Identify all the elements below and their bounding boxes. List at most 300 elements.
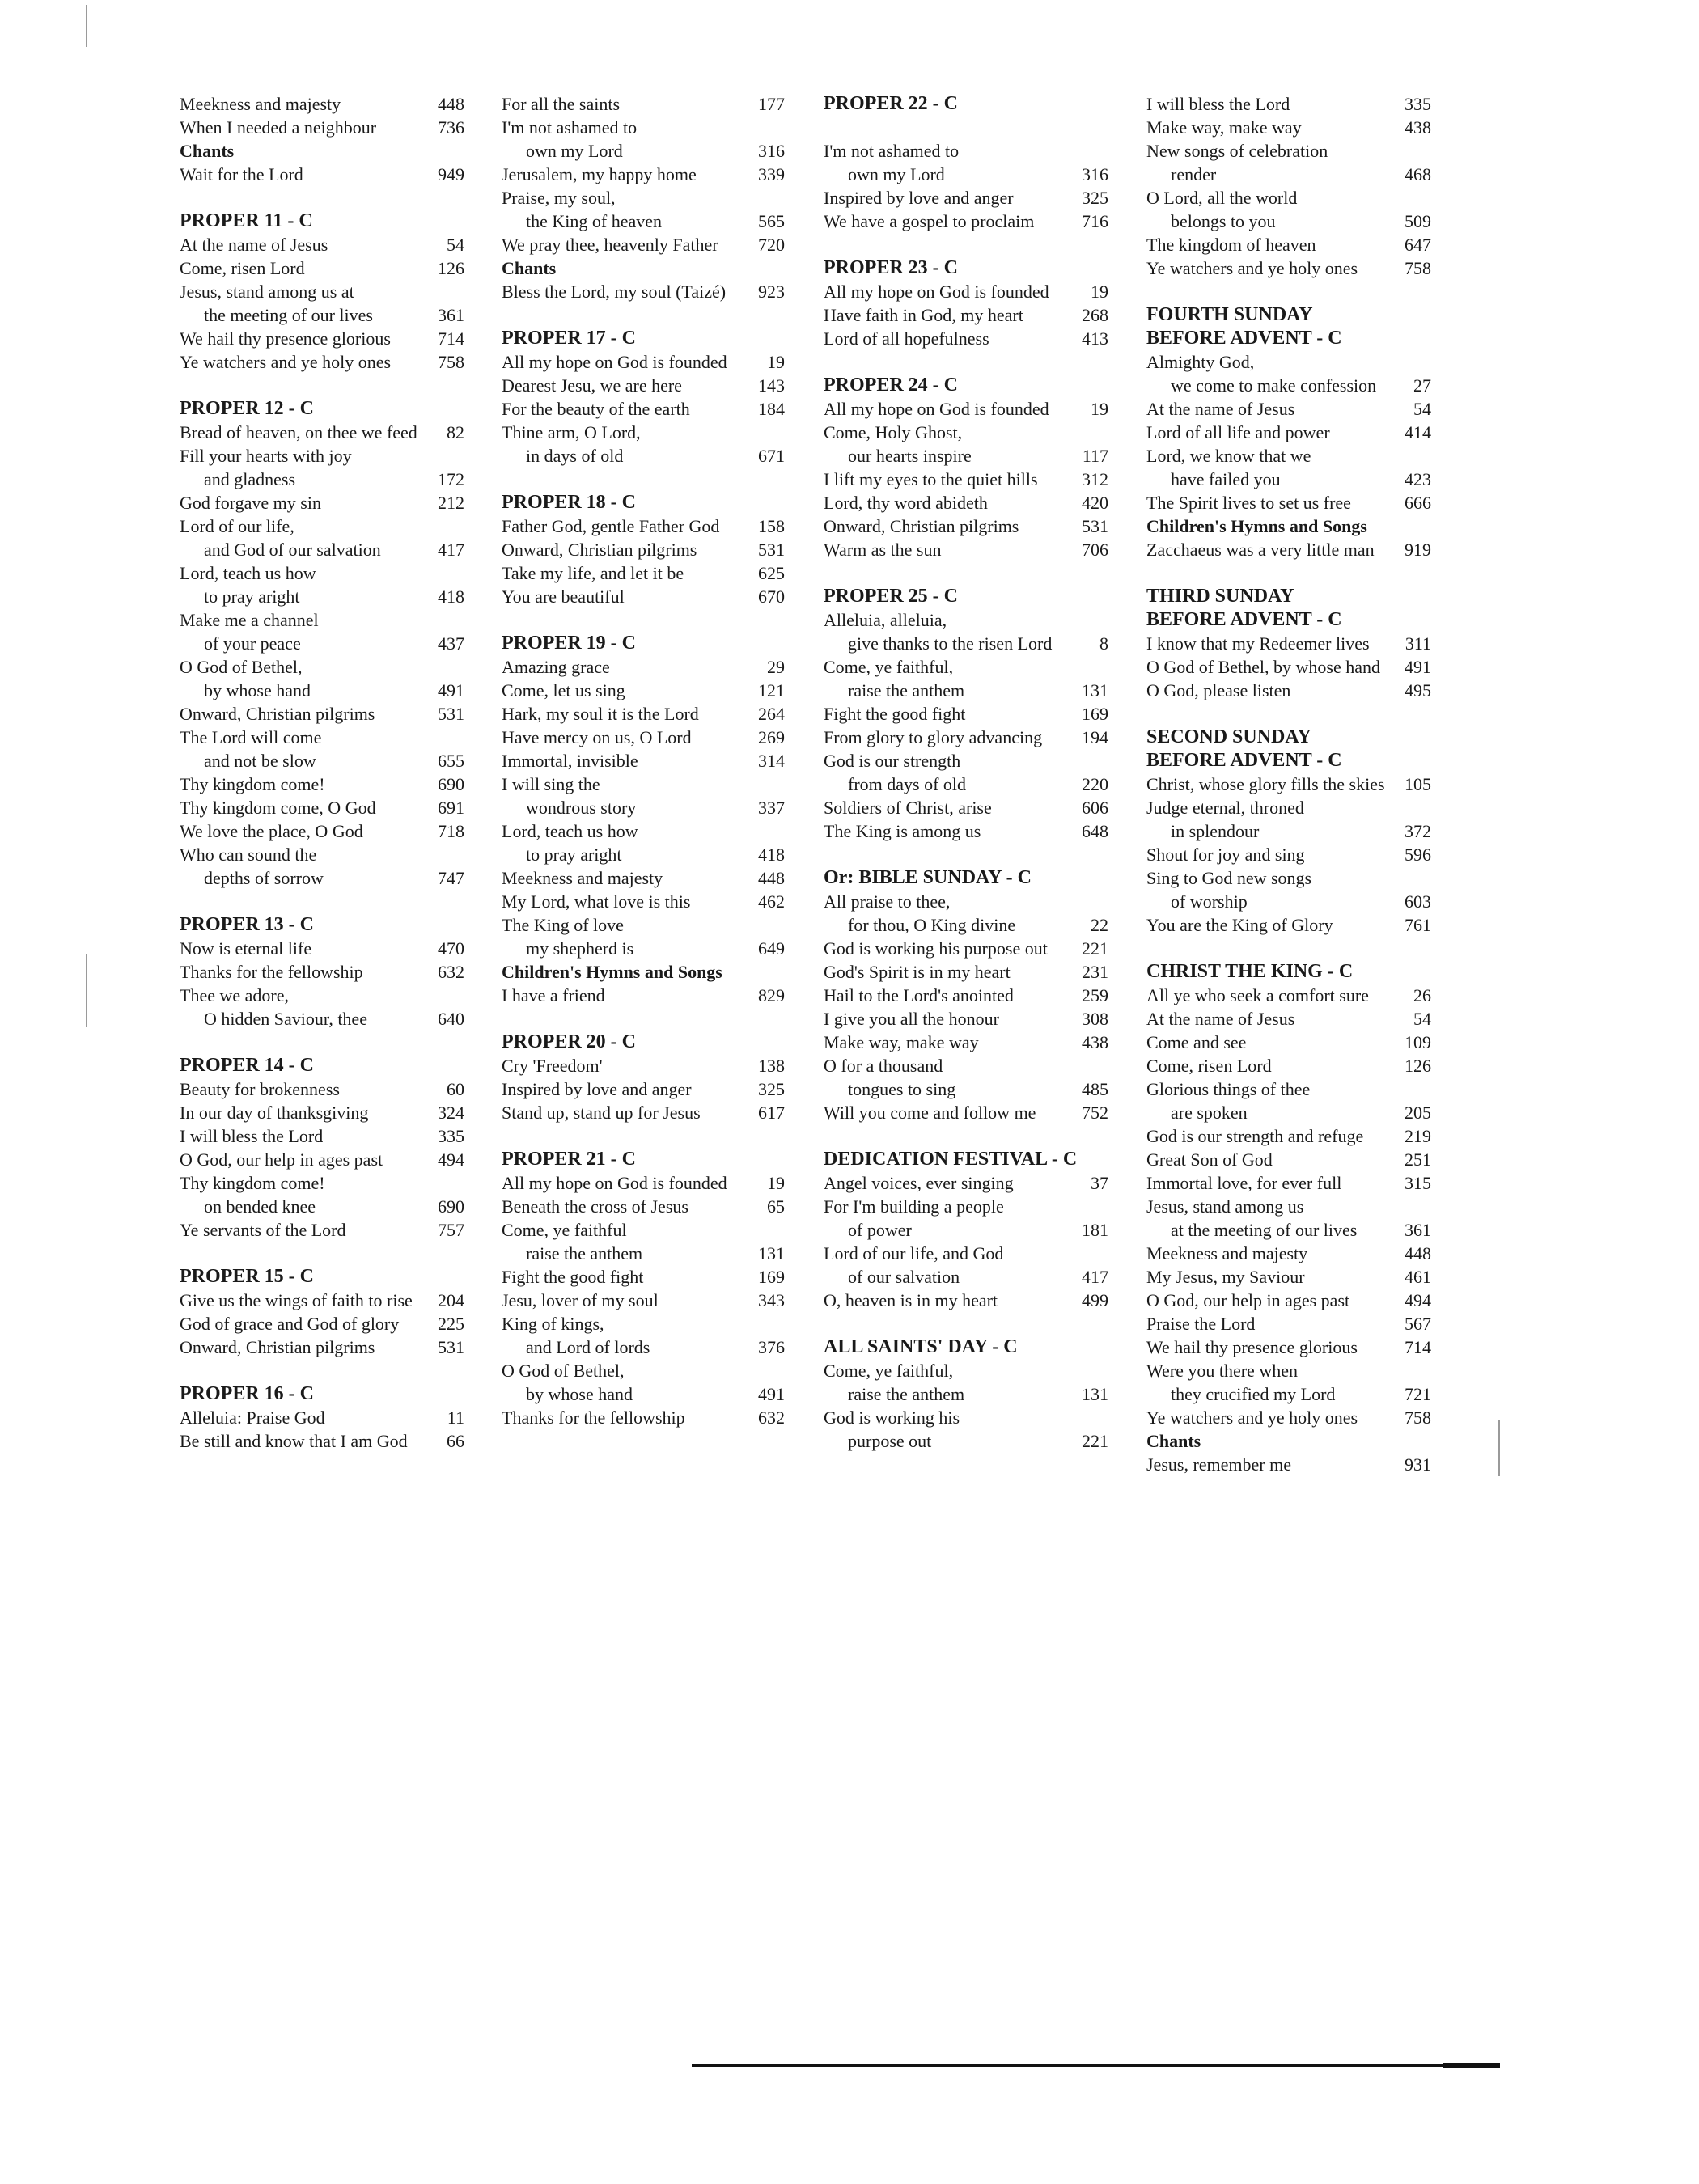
hymn-number: 259 [1082,985,1108,1005]
hymn-number: 361 [1405,1220,1431,1240]
hymn-number: 603 [1405,891,1431,912]
hymn-entry [502,280,785,303]
hymn-entry [1146,139,1431,163]
hymn-number: 919 [1405,540,1431,560]
section-heading [502,468,785,514]
hymn-entry [824,280,1108,303]
hymn-title: I will bless the Lord [1146,94,1290,114]
bottom-rule [692,2064,1497,2067]
hymn-title: render [1171,164,1217,184]
hymn-title: Come and see [1146,1032,1247,1052]
hymn-entry [824,1054,1108,1077]
hymn-number: 632 [438,962,464,982]
hymn-entry [1146,1171,1431,1195]
hymn-title: I know that my Redeemer lives [1146,633,1370,654]
section-heading-text: CHRIST THE KING - C [1146,961,1354,982]
hymn-entry [1146,444,1431,468]
hymn-title: by whose hand [526,1384,633,1404]
hymn-title: O for a thousand [824,1056,943,1076]
hymn-entry [502,1265,785,1289]
hymn-entry [502,163,785,186]
hymn-number: 438 [1082,1032,1108,1052]
section-heading [824,561,1108,608]
hymn-number: 311 [1405,633,1431,654]
hymn-title: Bread of heaven, on thee we feed [180,422,417,442]
hymn-entry [824,210,1108,233]
hymn-entry [502,397,785,421]
hymn-entry [824,1406,1108,1429]
hymn-title: Almighty God, [1146,352,1255,372]
hymn-entry [180,984,464,1007]
hymn-title: Jesu, lover of my soul [502,1290,659,1310]
hymn-title: Take my life, and let it be [502,563,684,583]
hymn-entry [1146,116,1431,139]
hymn-entry [180,514,464,538]
hymn-number: 177 [758,94,785,114]
hymn-title: O hidden Saviour, thee [204,1009,367,1029]
hymn-title: My Lord, what love is this [502,891,691,912]
section-heading-text: SECOND SUNDAY [1146,726,1311,747]
hymn-number: 221 [1082,1431,1108,1451]
hymn-title: Alleluia: Praise God [180,1407,325,1428]
hymn-number: 491 [1405,657,1431,677]
hymn-number: 437 [438,633,464,654]
hymn-entry [180,960,464,984]
hymn-title: Beneath the cross of Jesus [502,1196,688,1217]
section-heading [824,1124,1108,1171]
hymn-title: the meeting of our lives [204,305,373,325]
hymn-number: 423 [1405,469,1431,489]
hymn-title: Praise the Lord [1146,1314,1256,1334]
hymn-entry [1146,210,1431,233]
hymn-entry [1146,163,1431,186]
hymn-entry [502,749,785,772]
hymn-entry [824,937,1108,960]
hymn-title: depths of sorrow [204,868,324,888]
subsection-label-text: Chants [1146,1431,1201,1451]
section-heading-text: PROPER 14 - C [180,1055,314,1076]
hymn-entry [824,538,1108,561]
hymn-number: 29 [767,657,785,677]
hymn-title: and not be slow [204,751,316,771]
hymn-number: 509 [1405,211,1431,231]
hymn-title: All my hope on God is founded [502,1173,727,1193]
hymn-number: 66 [447,1431,464,1451]
hymn-entry [180,256,464,280]
section-heading-text: DEDICATION FESTIVAL - C [824,1149,1078,1170]
hymn-entry [502,1195,785,1218]
hymn-number: 315 [1405,1173,1431,1193]
section-heading [502,608,785,655]
hymn-entry [824,796,1108,819]
hymn-number: 531 [438,1337,464,1357]
hymn-number: 126 [1405,1056,1431,1076]
hymn-entry [180,702,464,726]
hymn-number: 747 [438,868,464,888]
hymn-number: 721 [1405,1384,1431,1404]
hymn-number: 231 [1082,962,1108,982]
hymn-entry [1146,890,1431,913]
hymn-title: All my hope on God is founded [502,352,727,372]
hymn-title: Glorious things of thee [1146,1079,1311,1099]
hymn-number: 649 [758,938,785,959]
hymn-number: 485 [1082,1079,1108,1099]
hymn-entry [502,819,785,843]
hymn-title: Inspired by love and anger [824,188,1014,208]
hymn-title: We pray thee, heavenly Father [502,235,718,255]
hymn-title: of worship [1171,891,1248,912]
hymn-entry [824,186,1108,210]
hymn-entry [1146,374,1431,397]
hymn-number: 690 [438,774,464,794]
hymn-number: 27 [1413,375,1431,396]
hymn-entry [502,1077,785,1101]
hymn-title: Thanks for the fellowship [180,962,363,982]
column-1 [180,92,464,1453]
hymn-title: O God, please listen [1146,680,1291,700]
hymn-number: 758 [1405,1407,1431,1428]
hymn-title: For the beauty of the earth [502,399,690,419]
hymn-title: tongues to sing [848,1079,956,1099]
hymn-title: Come, Holy Ghost, [824,422,963,442]
hymn-entry [502,1335,785,1359]
hymn-number: 462 [758,891,785,912]
hymn-entry [824,679,1108,702]
hymn-title: God is our strength [824,751,961,771]
hymn-number: 26 [1413,985,1431,1005]
hymn-entry [502,1289,785,1312]
hymn-number: 169 [758,1267,785,1287]
hymn-title: At the name of Jesus [1146,399,1295,419]
hymn-number: 761 [1405,915,1431,935]
hymn-entry [180,538,464,561]
hymn-title: Were you there when [1146,1361,1298,1381]
hymn-entry [1146,1406,1431,1429]
hymn-number: 54 [1413,1009,1431,1029]
hymn-title: raise the anthem [848,1384,965,1404]
hymn-number: 316 [758,141,785,161]
hymn-number: 54 [447,235,464,255]
hymn-title: Will you come and follow me [824,1103,1036,1123]
hymn-entry [824,819,1108,843]
hymn-title: Lord of all hopefulness [824,328,989,349]
hymn-number: 11 [447,1407,464,1428]
hymn-title: At the name of Jesus [180,235,328,255]
hymn-title: Come, risen Lord [180,258,305,278]
hymn-entry [502,843,785,866]
hymn-number: 448 [758,868,785,888]
hymn-title: Lord, teach us how [502,821,638,841]
hymn-entry [824,749,1108,772]
hymn-title: Onward, Christian pilgrims [502,540,697,560]
hymn-number: 131 [1082,680,1108,700]
hymn-number: 666 [1405,493,1431,513]
hymn-title: Bless the Lord, my soul (Taizé) [502,281,727,302]
hymn-entry [824,1007,1108,1031]
hymn-number: 325 [1082,188,1108,208]
hymn-entry [180,585,464,608]
hymn-number: 105 [1405,774,1431,794]
hymn-title: Immortal love, for ever full [1146,1173,1342,1193]
hymn-number: 138 [758,1056,785,1076]
hymn-number: 343 [758,1290,785,1310]
section-heading-text: PROPER 23 - C [824,257,958,278]
hymn-number: 617 [758,1103,785,1123]
hymn-number: 212 [438,493,464,513]
hymn-entry [502,1242,785,1265]
hymn-number: 438 [1405,117,1431,138]
hymn-title: God forgave my sin [180,493,321,513]
section-heading-text: PROPER 22 - C [824,93,958,114]
hymn-number: 949 [438,164,464,184]
hymn-title: purpose out [848,1431,932,1451]
hymn-title: Onward, Christian pilgrims [824,516,1019,536]
hymn-title: Thanks for the fellowship [502,1407,685,1428]
hymn-entry [180,280,464,303]
hymn-title: I'm not ashamed to [502,117,638,138]
section-heading-text: Or: BIBLE SUNDAY - C [824,867,1032,888]
hymn-entry [502,421,785,444]
section-heading [180,1359,464,1406]
hymn-number: 706 [1082,540,1108,560]
hymn-title: You are beautiful [502,586,625,607]
hymn-number: 269 [758,727,785,747]
hymn-number: 931 [1405,1454,1431,1475]
hymn-number: 531 [758,540,785,560]
hymn-title: O God, our help in ages past [1146,1290,1350,1310]
hymn-entry [824,444,1108,468]
subsection-label [502,256,785,280]
hymn-title: the King of heaven [526,211,662,231]
hymn-entry [1146,819,1431,843]
hymn-number: 495 [1405,680,1431,700]
hymn-number: 324 [438,1103,464,1123]
hymn-number: 596 [1405,844,1431,865]
hymn-entry [180,726,464,749]
hymn-number: 758 [438,352,464,372]
hymn-entry [1146,491,1431,514]
hymn-number: 716 [1082,211,1108,231]
hymn-title: Beauty for brokenness [180,1079,340,1099]
hymn-number: 417 [1082,1267,1108,1287]
hymn-number: 181 [1082,1220,1108,1240]
hymn-number: 361 [438,305,464,325]
hymn-entry [180,655,464,679]
hymn-number: 757 [438,1220,464,1240]
hymn-title: Come, ye faithful, [824,657,954,677]
hymn-title: Jesus, stand among us [1146,1196,1304,1217]
hymn-entry [502,1101,785,1124]
hymn-entry [180,1195,464,1218]
hymn-number: 655 [438,751,464,771]
hymn-number: 109 [1405,1032,1431,1052]
hymn-number: 417 [438,540,464,560]
hymn-entry [824,1171,1108,1195]
hymn-title: Have faith in God, my heart [824,305,1023,325]
hymn-entry [502,772,785,796]
hymn-title: You are the King of Glory [1146,915,1333,935]
hymn-title: God is working his [824,1407,960,1428]
hymn-title: Stand up, stand up for Jesus [502,1103,701,1123]
hymn-entry [824,1265,1108,1289]
hymn-entry [180,1218,464,1242]
hymn-entry [1146,866,1431,890]
hymn-entry [180,1171,464,1195]
hymn-title: of our salvation [848,1267,960,1287]
hymn-entry [180,796,464,819]
section-heading-text: PROPER 15 - C [180,1266,314,1287]
hymn-entry [1146,1265,1431,1289]
hymn-title: by whose hand [204,680,311,700]
section-heading-text: PROPER 18 - C [502,492,636,513]
hymn-title: Angel voices, ever singing [824,1173,1014,1193]
hymn-entry [180,1429,464,1453]
hymn-title: I give you all the honour [824,1009,999,1029]
hymn-number: 752 [1082,1103,1108,1123]
hymn-title: Jesus, stand among us at [180,281,354,302]
hymn-entry [180,1124,464,1148]
hymn-number: 184 [758,399,785,419]
hymn-title: Amazing grace [502,657,610,677]
subsection-label [1146,514,1431,538]
hymn-title: Ye watchers and ye holy ones [1146,258,1358,278]
hymn-entry [824,327,1108,350]
hymn-title: Now is eternal life [180,938,312,959]
hymn-number: 690 [438,1196,464,1217]
hymn-number: 251 [1405,1149,1431,1170]
hymn-number: 632 [758,1407,785,1428]
hymn-entry [1146,796,1431,819]
hymn-title: own my Lord [848,164,945,184]
hymn-title: Fill your hearts with joy [180,446,352,466]
hymn-entry [180,163,464,186]
hymn-title: wondrous story [526,798,637,818]
hymn-title: Meekness and majesty [1146,1243,1308,1263]
hymn-entry [502,1312,785,1335]
hymn-entry [180,632,464,655]
section-heading [180,890,464,937]
hymn-title: God of grace and God of glory [180,1314,400,1334]
hymn-number: 308 [1082,1009,1108,1029]
section-heading [824,1312,1108,1359]
hymn-number: 670 [758,586,785,607]
hymn-number: 268 [1082,305,1108,325]
hymn-entry [180,444,464,468]
hymn-entry [180,1289,464,1312]
hymn-title: we come to make confession [1171,375,1377,396]
hymn-number: 461 [1405,1267,1431,1287]
hymn-number: 143 [758,375,785,396]
section-heading [1146,280,1431,350]
hymn-entry [1146,1054,1431,1077]
hymn-entry [824,1382,1108,1406]
section-heading [1146,937,1431,984]
hymn-number: 758 [1405,258,1431,278]
hymn-entry [502,561,785,585]
hymn-title: raise the anthem [848,680,965,700]
hymn-title: Hail to the Lord's anointed [824,985,1014,1005]
hymn-entry [824,139,1108,163]
hymn-title: Ye servants of the Lord [180,1220,346,1240]
hymn-title: Shout for joy and sing [1146,844,1305,865]
hymn-entry [1146,186,1431,210]
hymn-entry [1146,1312,1431,1335]
section-heading [824,92,1108,139]
hymn-entry [180,819,464,843]
hymn-entry [502,984,785,1007]
hymn-title: Meekness and majesty [180,94,341,114]
hymn-title: Christ, whose glory fills the skies [1146,774,1385,794]
hymn-number: 204 [438,1290,464,1310]
hymn-title: Immortal, invisible [502,751,638,771]
hymn-number: 19 [767,352,785,372]
hymn-number: 567 [1405,1314,1431,1334]
hymn-title: O God of Bethel, [180,657,303,677]
hymn-entry [502,1171,785,1195]
hymn-title: Come, let us sing [502,680,625,700]
hymn-entry [180,1312,464,1335]
hymn-number: 325 [758,1079,785,1099]
hymn-title: of power [848,1220,912,1240]
hymn-number: 606 [1082,798,1108,818]
hymn-title: Thee we adore, [180,985,289,1005]
hymn-number: 314 [758,751,785,771]
section-heading [824,350,1108,397]
hymn-number: 60 [447,1079,464,1099]
hymn-title: Jerusalem, my happy home [502,164,697,184]
hymn-title: raise the anthem [526,1243,643,1263]
hymn-title: and God of our salvation [204,540,381,560]
hymn-entry [1146,468,1431,491]
hymn-entry [502,374,785,397]
hymn-title: Onward, Christian pilgrims [180,704,375,724]
hymn-number: 339 [758,164,785,184]
hymn-title: have failed you [1171,469,1281,489]
hymn-entry [824,913,1108,937]
hymn-title: O God of Bethel, by whose hand [1146,657,1381,677]
hymn-title: Hark, my soul it is the Lord [502,704,699,724]
section-heading-text: PROPER 12 - C [180,398,314,419]
hymn-number: 194 [1082,727,1108,747]
hymn-title: our hearts inspire [848,446,972,466]
hymn-title: Ye watchers and ye holy ones [1146,1407,1358,1428]
hymn-title: Meekness and majesty [502,868,663,888]
hymn-number: 131 [1082,1384,1108,1404]
hymn-entry [824,772,1108,796]
hymn-title: In our day of thanksgiving [180,1103,369,1123]
hymn-entry [180,1406,464,1429]
hymn-title: Jesus, remember me [1146,1454,1291,1475]
hymn-title: Zacchaeus was a very little man [1146,540,1375,560]
hymn-entry [502,1406,785,1429]
column-3 [824,92,1108,1453]
hymn-title: When I needed a neighbour [180,117,377,138]
hymn-entry [1146,350,1431,374]
hymn-title: own my Lord [526,141,623,161]
subsection-label [180,139,464,163]
hymn-title: My Jesus, my Saviour [1146,1267,1305,1287]
hymn-title: All my hope on God is founded [824,399,1049,419]
hymn-entry [824,960,1108,984]
hymn-number: 225 [438,1314,464,1334]
hymn-number: 714 [438,328,464,349]
section-heading-text: PROPER 20 - C [502,1031,636,1052]
hymn-title: At the name of Jesus [1146,1009,1295,1029]
hymn-entry [824,163,1108,186]
hymn-title: Onward, Christian pilgrims [180,1337,375,1357]
hymn-title: All ye who seek a comfort sure [1146,985,1369,1005]
hymn-number: 221 [1082,938,1108,959]
